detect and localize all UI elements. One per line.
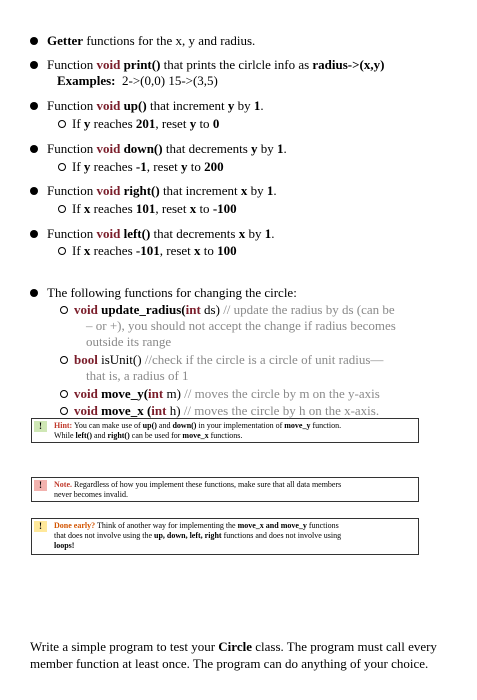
circle-bullet-icon: [60, 407, 68, 415]
text: x: [240, 183, 248, 198]
circle-bullet-icon: [60, 390, 68, 398]
text: While: [54, 431, 76, 440]
text: can be used for: [129, 431, 183, 440]
text: loops!: [54, 541, 75, 550]
text: If: [72, 201, 84, 216]
changing-bullet: [30, 285, 297, 301]
circle-bullet-icon: [58, 247, 66, 255]
function-name: print(): [120, 57, 161, 72]
text: that increment: [146, 98, 228, 113]
text: ds): [200, 302, 220, 317]
down-sub: [58, 159, 224, 175]
text: -101: [135, 243, 160, 258]
text: move_x (: [97, 403, 152, 418]
keyword: void: [96, 98, 121, 113]
text: Circle: [218, 639, 252, 654]
up-bullet: [30, 98, 264, 114]
text: If: [72, 116, 84, 131]
text: x: [189, 201, 197, 216]
text: Function: [47, 141, 97, 156]
text: x: [194, 243, 201, 258]
examples-label: Examples:: [57, 73, 116, 88]
text: left(): [75, 431, 92, 440]
circle-bullet-icon: [58, 163, 66, 171]
right-sub: [58, 201, 237, 217]
text: Done early?: [54, 521, 96, 530]
text: y: [251, 141, 258, 156]
print-examples: [57, 73, 218, 89]
down-bullet: [30, 141, 287, 157]
text: , reset: [155, 201, 190, 216]
text: Function: [47, 57, 97, 72]
up-sub: [58, 116, 219, 132]
text: move_x: [182, 431, 209, 440]
text: void: [74, 302, 98, 317]
text: up, down, left, right: [154, 531, 222, 540]
text: that does not involve using the: [54, 531, 154, 540]
getter-label: Getter: [47, 33, 84, 48]
text: functions and does not involve using: [221, 531, 342, 540]
text: // update the radius by ds (can be: [219, 302, 395, 317]
text: bool: [74, 352, 98, 367]
text: void: [74, 386, 98, 401]
note-text: [54, 480, 414, 500]
text: 1: [264, 226, 272, 241]
text: x: [238, 226, 246, 241]
text: int: [185, 302, 201, 317]
exclamation-icon: !: [34, 521, 47, 532]
text: Function: [47, 183, 97, 198]
text: //check if the circle is a circle of unit radius—: [141, 352, 384, 367]
text: to: [187, 159, 205, 174]
text: right(): [107, 431, 130, 440]
text: Function: [47, 98, 97, 113]
text: Regardless of how you implement these functions, make sure that all data members: [72, 480, 342, 489]
text: to: [196, 201, 213, 216]
text: If: [72, 243, 84, 258]
keyword: void: [96, 57, 121, 72]
update-radius-item: [60, 302, 395, 318]
text: move_y: [284, 421, 311, 430]
text: and: [91, 431, 108, 440]
bullet-icon: [30, 145, 38, 153]
text: down(): [172, 421, 197, 430]
bullet-icon: [30, 230, 38, 238]
text: .: [273, 183, 277, 198]
print-bullet: [30, 57, 384, 73]
text: that increment: [159, 183, 241, 198]
text: reaches: [90, 243, 136, 258]
keyword: void: [96, 183, 121, 198]
done-early-text: [54, 521, 414, 551]
text: y: [83, 159, 91, 174]
circle-bullet-icon: [58, 120, 66, 128]
text: .: [271, 226, 275, 241]
move-x-item: [60, 403, 379, 419]
text: Note.: [54, 480, 72, 489]
text: 101: [135, 201, 156, 216]
text: functions.: [208, 431, 243, 440]
text: Hint:: [54, 421, 73, 430]
text: You can make use of: [72, 421, 143, 430]
circle-bullet-icon: [60, 306, 68, 314]
text: x: [83, 243, 91, 258]
bullet-icon: [30, 61, 38, 69]
done-early-box: [31, 518, 419, 555]
text: y: [227, 98, 235, 113]
text: functions: [306, 521, 339, 530]
right-bullet: [30, 183, 277, 199]
text: y: [189, 116, 197, 131]
text: and: [156, 421, 173, 430]
left-sub: [58, 243, 237, 259]
exclamation-icon: !: [34, 480, 47, 491]
text: h): [166, 403, 181, 418]
text: 200: [204, 159, 224, 174]
text: that prints the cirlcle info as: [160, 57, 313, 72]
text: int: [148, 386, 164, 401]
text: by: [257, 141, 278, 156]
format-text: radius->(x,y): [312, 57, 385, 72]
circle-bullet-icon: [60, 356, 68, 364]
text: isUnit(): [97, 352, 142, 367]
examples-values: 2->(0,0) 15->(3,5): [122, 73, 218, 88]
text: that decrements: [150, 226, 239, 241]
text: , reset: [146, 159, 182, 174]
getter-text: functions for the x, y and radius.: [83, 33, 256, 48]
text: reaches: [90, 201, 136, 216]
text: move_y(: [97, 386, 149, 401]
hint-text: [54, 421, 414, 441]
exclamation-icon: !: [34, 421, 47, 432]
text: 1: [253, 98, 261, 113]
text: 0: [212, 116, 220, 131]
changing-intro: The following functions for changing the circle:: [47, 285, 297, 300]
text: never becomes invalid.: [54, 490, 128, 499]
function-name: right(): [120, 183, 160, 198]
text: Think of another way for implementing the: [95, 521, 238, 530]
text: in your implementation of: [196, 421, 285, 430]
bullet-icon: [30, 289, 38, 297]
bullet-icon: [30, 102, 38, 110]
text: // moves the circle by h on the x-axis.: [180, 403, 380, 418]
hint-box: [31, 418, 419, 443]
isunit-comment-2: that is, a radius of 1: [86, 368, 189, 383]
text: up(): [142, 421, 157, 430]
text: to: [196, 116, 213, 131]
getter-bullet: [30, 33, 255, 49]
keyword: void: [96, 141, 121, 156]
text: that decrements: [162, 141, 252, 156]
text: y: [83, 116, 91, 131]
note-box: [31, 477, 419, 502]
text: y: [181, 159, 188, 174]
text: Write a simple program to test your: [30, 639, 219, 654]
text: .: [283, 141, 287, 156]
text: reaches: [90, 116, 136, 131]
text: 1: [277, 141, 284, 156]
text: by: [234, 98, 254, 113]
update-radius-comment-2: – or +), you should not accept the change if radius becomes: [86, 318, 396, 333]
text: int: [151, 403, 167, 418]
function-name: left(): [120, 226, 151, 241]
text: 201: [135, 116, 156, 131]
text: Function: [47, 226, 97, 241]
left-bullet: [30, 226, 274, 242]
text: , reset: [159, 243, 195, 258]
text: reaches: [90, 159, 136, 174]
circle-bullet-icon: [58, 205, 66, 213]
text: void: [74, 403, 98, 418]
text: // moves the circle by m on the y-axis: [180, 386, 380, 401]
text: class. The program must call every member function at least once. The program can do anything of your choice.: [30, 639, 437, 671]
text: 1: [266, 183, 274, 198]
bullet-icon: [30, 187, 38, 195]
text: , reset: [155, 116, 190, 131]
text: by: [245, 226, 265, 241]
instructions-paragraph: [30, 638, 450, 672]
function-name: up(): [120, 98, 147, 113]
text: to: [200, 243, 218, 258]
isunit-item: [60, 352, 383, 368]
text: by: [247, 183, 267, 198]
text: move_x and move_y: [237, 521, 307, 530]
text: m): [163, 386, 181, 401]
text: -100: [212, 201, 237, 216]
text: 100: [217, 243, 237, 258]
text: x: [83, 201, 91, 216]
move-y-item: [60, 386, 380, 402]
bullet-icon: [30, 37, 38, 45]
update-radius-comment-3: outside its range: [86, 334, 172, 349]
text: -1: [135, 159, 147, 174]
text: update_radius(: [97, 302, 186, 317]
text: function.: [310, 421, 342, 430]
function-name: down(): [120, 141, 163, 156]
text: .: [260, 98, 264, 113]
keyword: void: [96, 226, 121, 241]
text: If: [72, 159, 84, 174]
